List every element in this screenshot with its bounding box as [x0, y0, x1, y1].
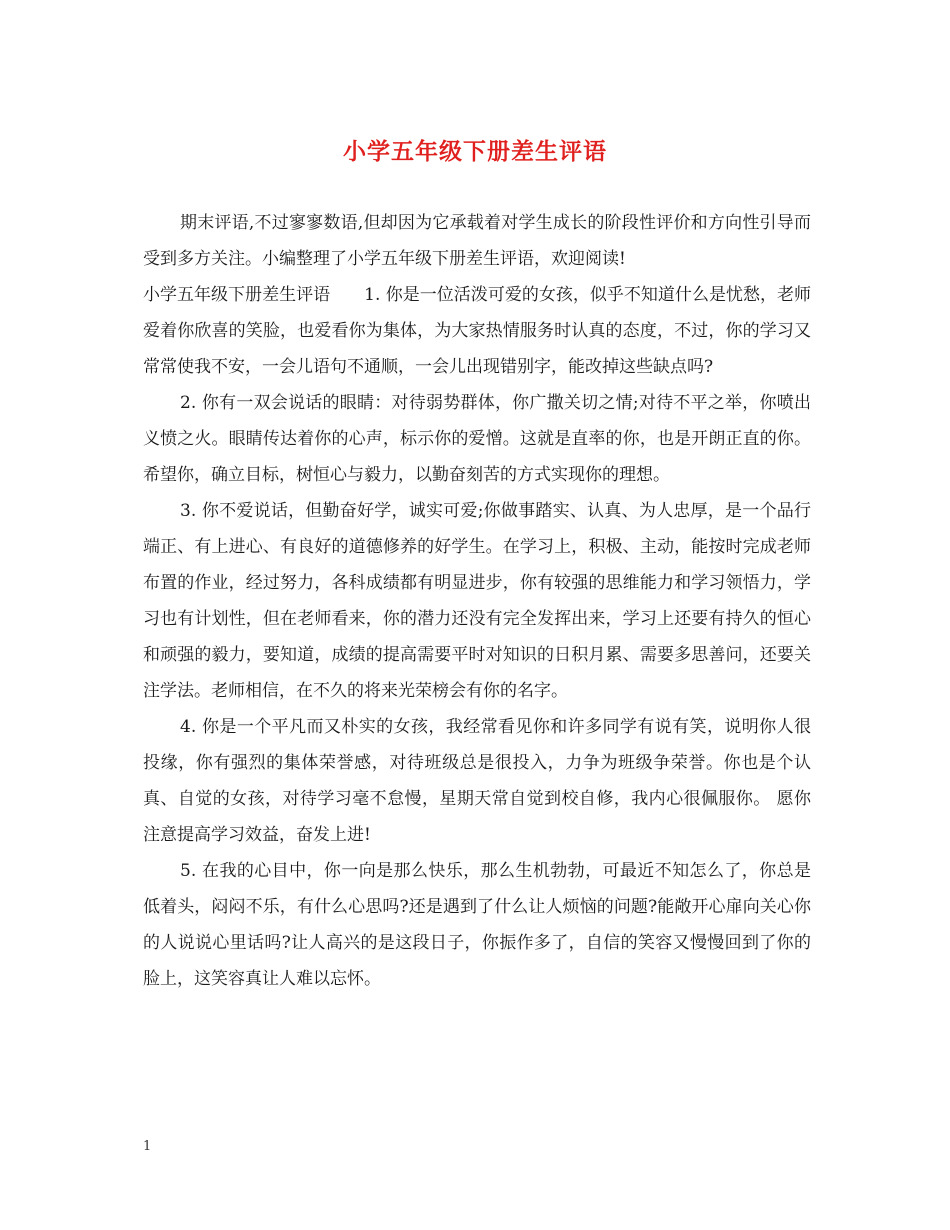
comment-paragraph-3: 3. 你不爱说话，但勤奋好学，诚实可爱;你做事踏实、认真、为人忠厚，是一个品行端正、有上进心、有良好的道德修养的好学生。在学习上，积极、主动，能按时完成老师布置的作业，经过努力，各科成绩都有明显进步，你有较强的思维能力和学习领悟力，学习也有计划性，但在老师看来，你的潜力还没有完全发挥出来，学习上还要有持久的恒心和顽强的毅力，要知道，成绩的提高需要平时对知识的日积月累、需要多思善问，还要关注学法。老师相信，在不久的将来光荣榜会有你的名字。 [143, 501, 811, 701]
comment-paragraph-5: 5. 在我的心目中，你一向是那么快乐，那么生机勃勃，可最近不知怎么了，你总是低着头，闷闷不乐，有什么心思吗?还是遇到了什么让人烦恼的问题?能敞开心扉向关心你的人说说心里话吗?让人高兴的是这段日子，你振作多了，自信的笑容又慢慢回到了你的脸上，这笑容真让人难以忘怀。 [143, 861, 811, 989]
comment-paragraph-2: 2. 你有一双会说话的眼睛：对待弱势群体，你广撒关切之情;对待不平之举，你喷出义愤之火。眼睛传达着你的心声，标示你的爱憎。这就是直率的你，也是开朗正直的你。希望你，确立目标，树恒心与毅力，以勤奋刻苦的方式实现你的理想。 [143, 393, 811, 485]
comment-paragraph-1: 小学五年级下册差生评语 1. 你是一位活泼可爱的女孩，似乎不知道什么是忧愁，老师爱着你欣喜的笑脸，也爱看你为集体，为大家热情服务时认真的态度，不过，你的学习又常常使我不安，一会儿语句不通顺，一会儿出现错别字，能改掉这些缺点吗? [143, 285, 811, 377]
comment-paragraph-4: 4. 你是一个平凡而又朴实的女孩，我经常看见你和许多同学有说有笑，说明你人很投缘，你有强烈的集体荣誉感，对待班级总是很投入，力争为班级争荣誉。你也是个认真、自觉的女孩，对待学习毫不怠慢，星期天常自觉到校自修，我内心很佩服你。 愿你注意提高学习效益，奋发上进! [143, 717, 811, 845]
document-title: 小学五年级下册差生评语 [343, 138, 607, 165]
intro-paragraph: 期末评语,不过寥寥数语,但却因为它承载着对学生成长的阶段性评价和方向性引导而受到多方关注。小编整理了小学五年级下册差生评语，欢迎阅读! [143, 213, 811, 269]
document-body [143, 205, 811, 997]
page-number: 1 [143, 1139, 152, 1154]
